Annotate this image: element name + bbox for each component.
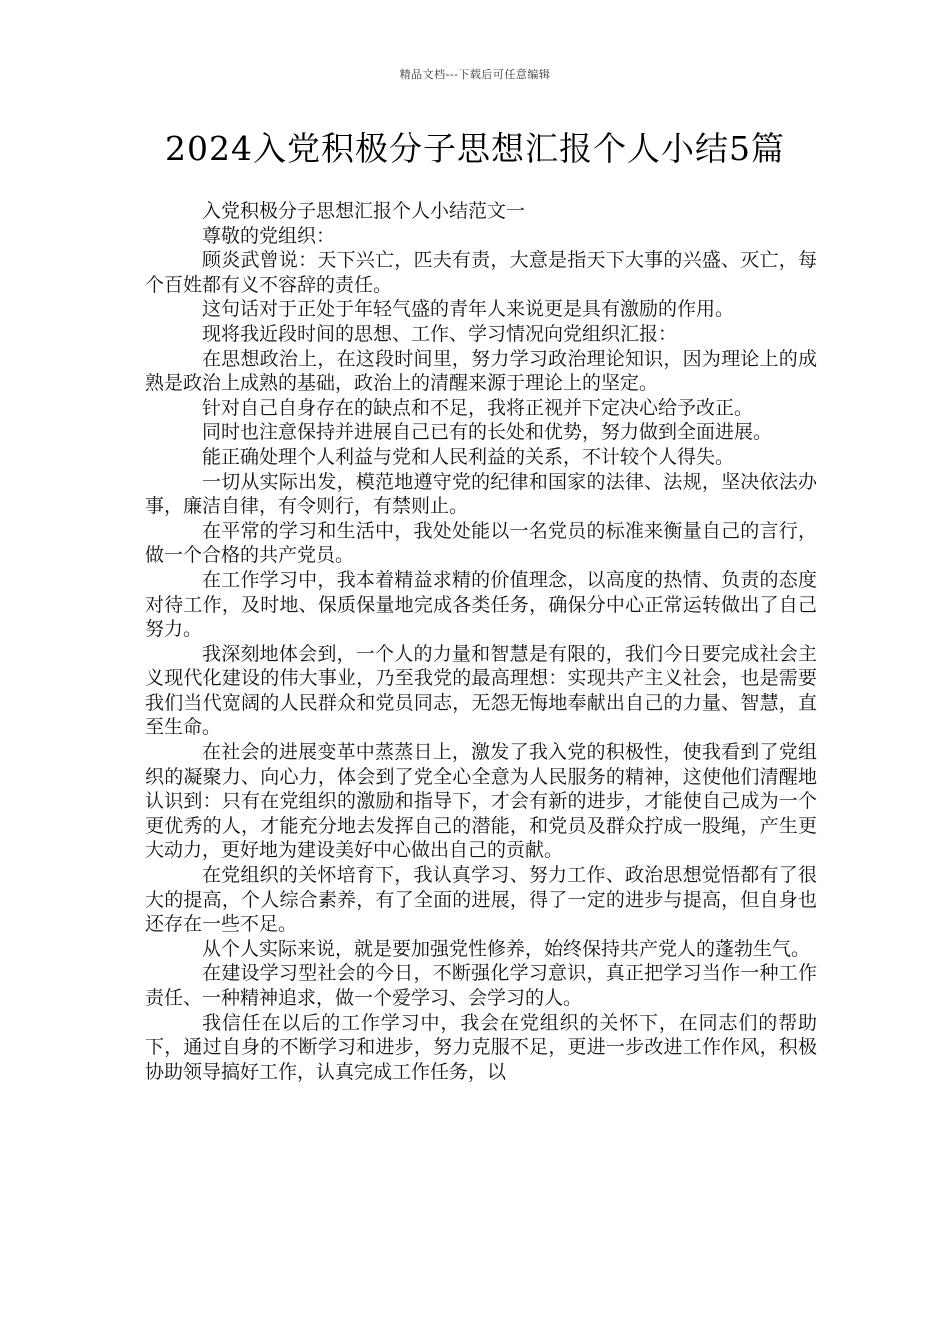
paragraph: 针对自己自身存在的缺点和不足，我将正视并下定决心给予改正。 — [202, 396, 754, 419]
paragraph: 顾炎武曾说：天下兴亡，匹夫有责，大意是指天下大事的兴盛、灭亡，每个百姓都有义不容辞的责任。 — [145, 249, 817, 296]
header-note: 精品文档---下载后可任意编辑 — [399, 68, 551, 81]
paragraph: 一切从实际出发，模范地遵守党的纪律和国家的法律、法规，坚决依法办事，廉洁自律，有令则行，有禁则止。 — [145, 470, 817, 518]
paragraph: 在平常的学习和生活中，我处处能以一名党员的标准来衡量自己的言行，做一个合格的共产党员。 — [145, 519, 817, 567]
paragraph: 能正确处理个人利益与党和人民利益的关系，不计较个人得失。 — [202, 445, 735, 468]
paragraph: 在党组织的关怀培育下，我认真学习、努力工作、政治思想觉悟都有了很大的提高，个人综合素养，有了全面的进展，得了一定的进步与提高，但自身也还存在一些不足。 — [145, 864, 817, 936]
paragraph: 我信任在以后的工作学习中，我会在党组织的关怀下，在同志们的帮助下，通过自身的不断学习和进步，努力克服不足，更进一步改进工作作风，积极协助领导搞好工作，认真完成工作任务，以 — [145, 1011, 817, 1083]
paragraph: 在社会的进展变革中蒸蒸日上，激发了我入党的积极性，使我看到了党组织的凝聚力、向心力，体会到了党全心全意为人民服务的精神，这使他们清醒地认识到：只有在党组织的激励和指导下，才会有新的进步，才能使自己成为一个更优秀的人，才能充分地去发挥自己的潜能，和党员及群众拧成一股绳，产生更大动力，更好地为建设美好中心做出自己的贡献。 — [145, 741, 817, 862]
paragraph: 现将我近段时间的思想、工作、学习情况向党组织汇报： — [202, 322, 678, 345]
paragraph: 从个人实际来说，就是要加强党性修养，始终保持共产党人的蓬勃生气。 — [202, 937, 811, 960]
paragraph: 同时也注意保持并进展自己已有的长处和优势，努力做到全面进展。 — [202, 421, 773, 444]
paragraph: 在建设学习型社会的今日，不断强化学习意识，真正把学习当作一种工作责任、一种精神追求，做一个爱学习、会学习的人。 — [145, 962, 817, 1009]
document-title: 2024入党积极分子思想汇报个人小结5篇 — [165, 129, 785, 168]
paragraph: 我深刻地体会到，一个人的力量和智慧是有限的，我们今日要完成社会主义现代化建设的伟大事业，乃至我党的最高理想：实现共产主义社会，也是需要我们当代宽阔的人民群众和党员同志，无怨无悔地奉献出自己的力量、智慧，直至生命。 — [145, 642, 817, 739]
paragraph: 尊敬的党组织： — [202, 224, 336, 247]
paragraph: 在工作学习中，我本着精益求精的价值理念，以高度的热情、负责的态度对待工作，及时地、保质保量地完成各类任务，确保分中心正常运转做出了自己努力。 — [145, 568, 817, 641]
paragraph: 入党积极分子思想汇报个人小结范文一 — [202, 200, 526, 222]
paragraph: 这句话对于正处于年轻气盛的青年人来说更是具有激励的作用。 — [202, 298, 735, 321]
paragraph: 在思想政治上，在这段时间里，努力学习政治理论知识，因为理论上的成熟是政治上成熟的基础，政治上的清醒来源于理论上的坚定。 — [145, 347, 817, 395]
document-body — [145, 199, 817, 1084]
